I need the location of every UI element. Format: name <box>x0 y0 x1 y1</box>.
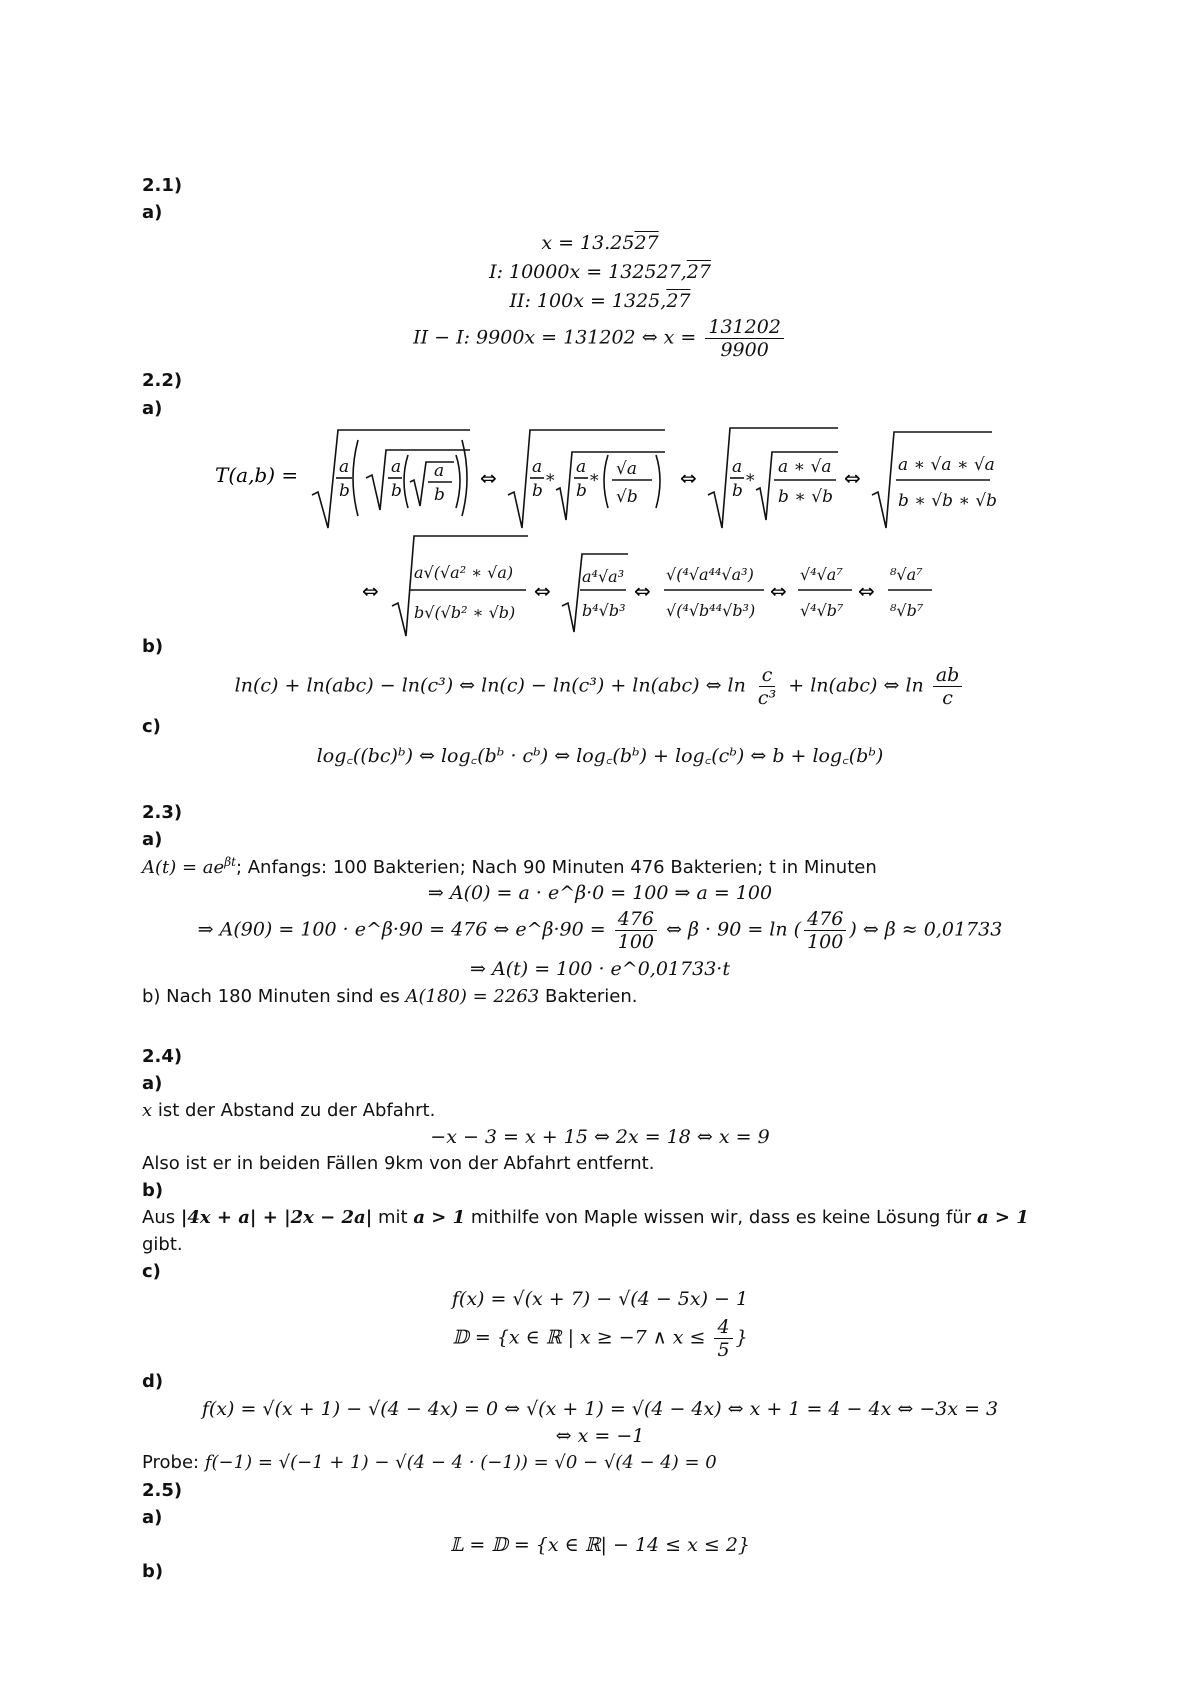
section-2-5-heading: 2.5) <box>142 1480 183 1501</box>
svg-text:√b: √b <box>616 487 638 507</box>
svg-text:⁸√a⁷: ⁸√a⁷ <box>890 565 923 584</box>
svg-text:⇔: ⇔ <box>534 579 551 603</box>
nested-root-equation-row-1 <box>0 420 1200 530</box>
equation-root-result: ⇔ x = −1 <box>555 1425 645 1447</box>
svg-text:a: a <box>576 457 587 477</box>
part-a-label: a) <box>142 1073 163 1094</box>
svg-text:√(⁴√b⁴⁴√b³): √(⁴√b⁴⁴√b³) <box>666 601 756 620</box>
growth-model-given: $A(t) = ae^{\beta t}$; Anfangs: 100 Bakterien; Nach 90 Minuten 476 Bakterien; t in Minuten <box>142 855 877 878</box>
equation-x-definition: x = 13.2527 <box>541 232 659 254</box>
nested-root-equation-row-2 <box>0 528 1200 638</box>
svg-text:a: a <box>532 457 543 477</box>
absolute-value-statement: Aus |4x + a| + |2x − 2a| mit a > 1 mithilfe von Maple wissen wir, dass es keine Lösung für a > 1 <box>142 1207 1029 1228</box>
equation-I: I: 10000x = 132527,27 <box>489 261 711 283</box>
svg-text:⇔: ⇔ <box>680 466 697 490</box>
equation-initial-value: ⇒ A(0) = a · e^β·0 = 100 ⇒ a = 100 <box>427 882 773 904</box>
svg-text:⇔: ⇔ <box>480 466 497 490</box>
equation-function-f: f(x) = √(x + 7) − √(4 − 5x) − 1 <box>451 1288 749 1310</box>
svg-text:b ∗ √b ∗ √b: b ∗ √b ∗ √b <box>898 491 998 511</box>
svg-text:⇔: ⇔ <box>362 579 379 603</box>
part-a-label: a) <box>142 398 163 419</box>
distance-conclusion: Also ist er in beiden Fällen 9km von der Abfahrt entfernt. <box>142 1153 655 1174</box>
section-2-1-heading: 2.1) <box>142 175 183 196</box>
part-b-label: b) <box>142 636 164 657</box>
T-function-label: T(a,b) = <box>215 463 299 487</box>
svg-text:a: a <box>339 457 350 477</box>
svg-text:b: b <box>532 481 543 501</box>
svg-text:a: a <box>434 461 445 481</box>
equation-logarithm-b: ln(c) + ln(abc) − ln(c³) ⇔ ln(c) − ln(c³) + ln(abc) ⇔ ln $\frac{c}{\text{c³}}$ + ln(abc) ⇔ ln $\frac{ab}{c}$ <box>0 664 1200 709</box>
section-2-4-heading: 2.4) <box>142 1046 183 1067</box>
svg-text:⇔: ⇔ <box>770 579 787 603</box>
equation-distance: −x − 3 = x + 15 ⇔ 2x = 18 ⇔ x = 9 <box>430 1126 770 1148</box>
svg-text:b: b <box>732 481 743 501</box>
section-2-3-heading: 2.3) <box>142 802 183 823</box>
equation-solve-beta: ⇒ A(90) = 100 · e^β·90 = 476 ⇔ e^β·90 = $\frac{476}{100}$ ⇔ β · 90 = ln ( $\frac{476}{100}$ ) ⇔ β ≈ 0,01733 <box>197 908 1003 953</box>
svg-text:b: b <box>339 481 350 501</box>
svg-text:*: * <box>590 471 599 491</box>
svg-text:a ∗ √a: a ∗ √a <box>778 457 832 477</box>
equation-logarithm-c: log꜀((bc)ᵇ) ⇔ log꜀(bᵇ · cᵇ) ⇔ log꜀(bᵇ) + log꜀(cᵇ) ⇔ b + log꜀(bᵇ) <box>316 745 884 767</box>
equation-II: II: 100x = 1325,27 <box>509 290 691 312</box>
probe-check: Probe: f(−1) = √(−1 + 1) − √(4 − 4 · (−1)) = √0 − √(4 − 4) = 0 <box>142 1452 717 1473</box>
equation-II-minus-I: II − I: 9900x = 131202 ⇔ x = $\frac{131202}{9900}$ <box>0 316 1200 361</box>
part-a-label: a) <box>142 1507 163 1528</box>
svg-text:b: b <box>391 481 402 501</box>
section-2-2-heading: 2.2) <box>142 370 183 391</box>
svg-text:b⁴√b³: b⁴√b³ <box>582 601 626 620</box>
svg-text:*: * <box>746 471 755 491</box>
svg-text:b√(√b² ∗ √b): b√(√b² ∗ √b) <box>414 603 516 622</box>
distance-definition: x ist der Abstand zu der Abfahrt. <box>142 1100 436 1121</box>
absolute-value-statement-end: gibt. <box>142 1234 183 1255</box>
equation-root-solve: f(x) = √(x + 1) − √(4 − 4x) = 0 ⇔ √(x + 1) = √(4 − 4x) ⇔ x + 1 = 4 − 4x ⇔ −3x = 3 <box>201 1398 999 1420</box>
svg-text:√⁴√a⁷: √⁴√a⁷ <box>800 565 843 584</box>
part-b-label: b) <box>142 1561 164 1582</box>
part-d-label: d) <box>142 1371 164 1392</box>
part-a-label: a) <box>142 829 163 850</box>
equation-domain: 𝔻 = {x ∈ ℝ | x ≥ −7 ∧ x ≤ $\frac{4}{5}$ } <box>452 1316 748 1361</box>
svg-text:a√(√a² ∗ √a): a√(√a² ∗ √a) <box>414 563 514 582</box>
svg-text:a: a <box>391 457 402 477</box>
part-c-label: c) <box>142 716 161 737</box>
part-c-label: c) <box>142 1261 161 1282</box>
svg-text:⇔: ⇔ <box>844 466 861 490</box>
equation-final-model: ⇒ A(t) = 100 · e^0,01733·t <box>470 958 730 980</box>
svg-text:b: b <box>434 485 445 505</box>
svg-text:√a: √a <box>616 459 637 479</box>
svg-text:⁸√b⁷: ⁸√b⁷ <box>890 601 924 620</box>
svg-text:b: b <box>576 481 587 501</box>
part-a-label: a) <box>142 202 163 223</box>
part-b-label: b) <box>142 1180 164 1201</box>
part-b-answer: b) Nach 180 Minuten sind es A(180) = 2263 Bakterien. <box>142 986 638 1007</box>
equation-solution-set: 𝕃 = 𝔻 = {x ∈ ℝ| − 14 ≤ x ≤ 2} <box>449 1534 751 1556</box>
svg-text:a⁴√a³: a⁴√a³ <box>582 567 625 586</box>
svg-text:√(⁴√a⁴⁴√a³): √(⁴√a⁴⁴√a³) <box>666 565 754 584</box>
svg-text:⇔: ⇔ <box>858 579 875 603</box>
svg-text:⇔: ⇔ <box>634 579 651 603</box>
svg-text:b ∗ √b: b ∗ √b <box>778 487 833 507</box>
svg-text:a ∗ √a ∗ √a: a ∗ √a ∗ √a <box>898 455 995 475</box>
svg-text:*: * <box>546 471 555 491</box>
svg-text:a: a <box>732 457 743 477</box>
svg-text:√⁴√b⁷: √⁴√b⁷ <box>800 601 844 620</box>
